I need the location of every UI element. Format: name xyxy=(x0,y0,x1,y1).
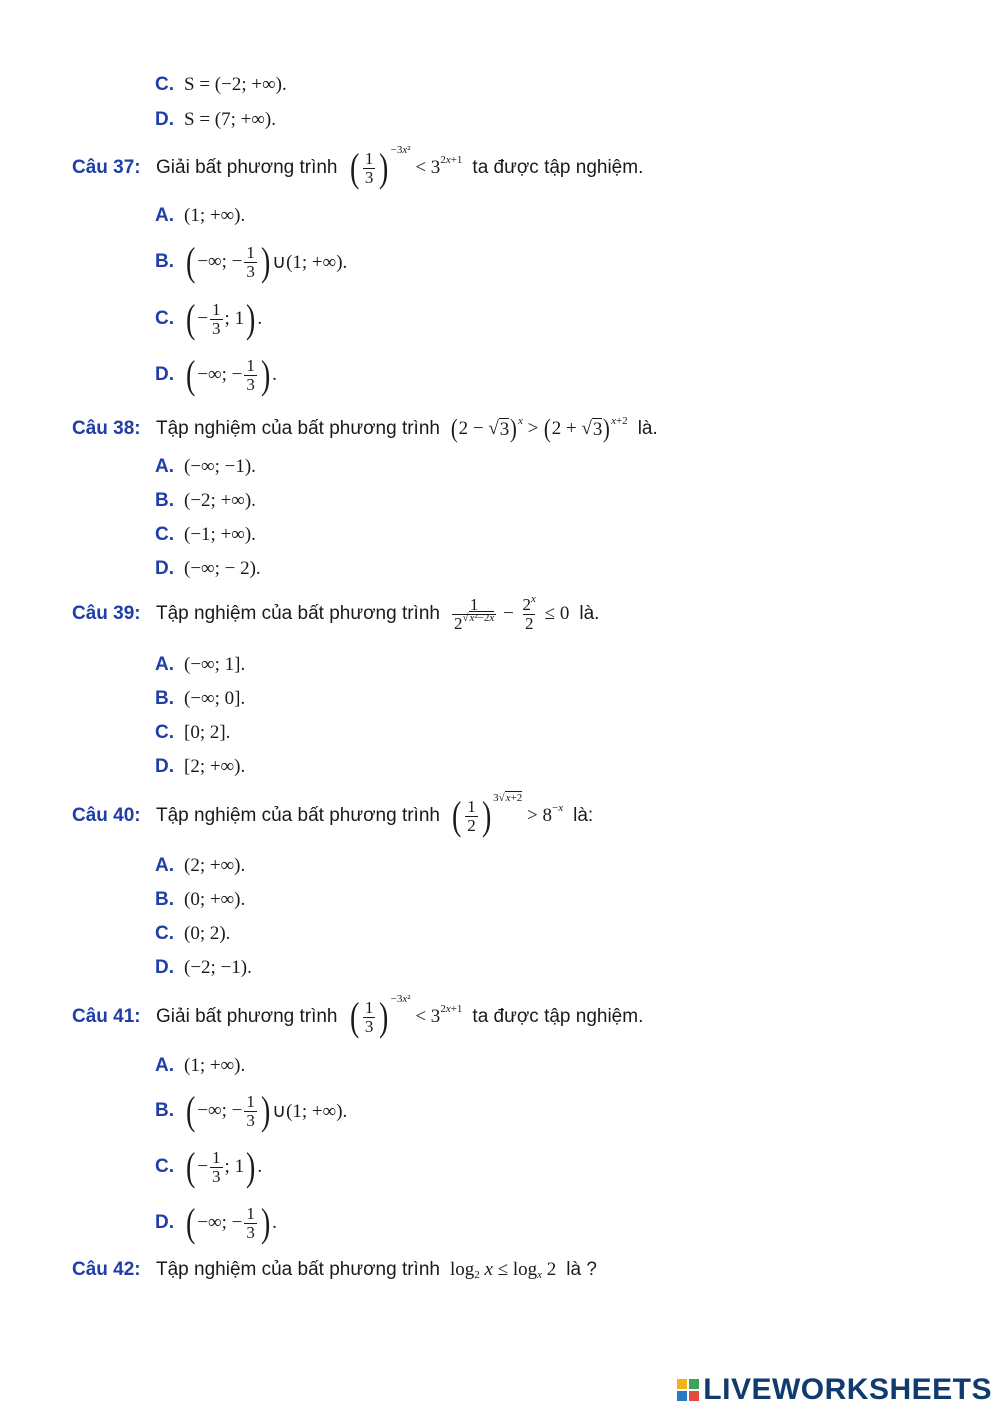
question-text-end: là. xyxy=(579,603,600,625)
option-label: C. xyxy=(155,1156,174,1177)
question-40 xyxy=(72,792,594,838)
question-number: Câu 40: xyxy=(72,805,141,826)
option-value: ( −∞; − $\frac{1}{3}$ ) . xyxy=(185,1200,277,1245)
option-label: D. xyxy=(155,558,174,579)
option-c-41[interactable] xyxy=(155,1144,263,1189)
question-text: Tập nghiệm của bất phương trình xyxy=(156,805,440,826)
option-label: A. xyxy=(155,855,174,876)
liveworksheets-logo xyxy=(677,1373,992,1407)
inequality: ( 2 − √ 3 ) $^x$ > ( 2 + √ 3 ) $^{x +2}$ xyxy=(450,414,628,443)
option-label: A. xyxy=(155,456,174,477)
inequality: log $_2$ x ≤ log $_x$ 2 xyxy=(449,1259,557,1281)
option-label: B. xyxy=(155,889,174,910)
option-d-40[interactable] xyxy=(155,957,252,979)
option-b-40[interactable] xyxy=(155,889,245,911)
option-c-36[interactable] xyxy=(155,74,287,96)
option-value: (−2; −1). xyxy=(184,957,252,978)
option-value: (−∞; − 2). xyxy=(184,558,261,579)
option-b-38[interactable] xyxy=(155,490,256,512)
option-c-38[interactable] xyxy=(155,524,256,546)
option-a-37[interactable] xyxy=(155,205,245,227)
option-c-39[interactable] xyxy=(155,722,230,744)
option-label: A. xyxy=(155,654,174,675)
option-b-41[interactable] xyxy=(155,1088,348,1133)
option-value: ( −∞; − $\frac{1}{3}$ ) ∪(1; +∞). xyxy=(185,1088,348,1133)
option-label: C. xyxy=(155,722,174,743)
option-label: B. xyxy=(155,1100,174,1121)
option-value: (2; +∞). xyxy=(184,855,246,876)
option-value: ( −∞; − $\frac{1}{3}$ ) ∪(1; +∞). xyxy=(185,239,348,284)
question-number: Câu 39: xyxy=(72,603,141,625)
question-text-end: ta được tập nghiệm. xyxy=(472,1006,644,1027)
option-label: B. xyxy=(155,688,174,709)
question-number: Câu 41: xyxy=(72,1006,141,1027)
option-d-37[interactable] xyxy=(155,352,277,397)
option-a-39[interactable] xyxy=(155,654,245,676)
option-value: (−∞; 0]. xyxy=(184,688,246,709)
option-value: [0; 2]. xyxy=(184,722,231,743)
option-d-41[interactable] xyxy=(155,1200,277,1245)
question-text: Tập nghiệm của bất phương trình xyxy=(156,418,440,439)
question-text-end: là: xyxy=(573,805,594,826)
question-39 xyxy=(72,593,600,633)
option-value: [2; +∞). xyxy=(184,756,246,777)
question-41 xyxy=(72,993,644,1039)
option-value: S = (−2; +∞). xyxy=(184,74,287,95)
inequality: ( $\frac{1}{3}$ ) −3x² < 3 $^{2x +1}$ xyxy=(349,144,463,190)
question-number: Câu 42: xyxy=(72,1259,141,1280)
inequality: ( $\frac{1}{2}$ ) 3√x+2 > 8 $^{-x}$ xyxy=(451,792,564,838)
question-37 xyxy=(72,144,644,190)
option-b-39[interactable] xyxy=(155,688,245,710)
option-label: A. xyxy=(155,1055,174,1076)
option-label: C. xyxy=(155,74,174,95)
option-label: B. xyxy=(155,490,174,511)
option-label: A. xyxy=(155,205,174,226)
option-value: ( − $\frac{1}{3}$ ; 1 ) . xyxy=(185,1144,263,1189)
inequality: ( $\frac{1}{3}$ ) −3x² < 3 $^{2x +1}$ xyxy=(349,993,463,1039)
option-value: S = (7; +∞). xyxy=(184,109,276,130)
option-value: (0; +∞). xyxy=(184,889,246,910)
question-text: Giải bất phương trình xyxy=(156,157,338,178)
option-d-39[interactable] xyxy=(155,756,245,778)
option-value: (−2; +∞). xyxy=(184,490,256,511)
option-value: (0; 2). xyxy=(184,923,231,944)
option-a-41[interactable] xyxy=(155,1055,245,1077)
option-c-37[interactable] xyxy=(155,296,263,341)
option-c-40[interactable] xyxy=(155,923,230,945)
option-label: C. xyxy=(155,923,174,944)
question-42 xyxy=(72,1259,597,1281)
option-value: (1; +∞). xyxy=(184,205,246,226)
option-d-36[interactable] xyxy=(155,109,276,131)
question-number: Câu 38: xyxy=(72,418,141,439)
question-text-end: là ? xyxy=(566,1259,597,1280)
logo-text: LIVEWORKSHEETS xyxy=(703,1373,992,1406)
option-label: D. xyxy=(155,756,174,777)
option-a-40[interactable] xyxy=(155,855,245,877)
inequality: $\frac{1}{2^{√x^2-2x}}$ − $\frac{2^x}{2}$ ≤ 0 xyxy=(453,593,570,633)
option-label: C. xyxy=(155,308,174,329)
question-text-end: ta được tập nghiệm. xyxy=(472,157,644,178)
question-text: Tập nghiệm của bất phương trình xyxy=(156,603,440,625)
logo-icon xyxy=(677,1379,699,1401)
option-b-37[interactable] xyxy=(155,239,348,284)
option-value: (1; +∞). xyxy=(184,1055,246,1076)
option-value: ( −∞; − $\frac{1}{3}$ ) . xyxy=(185,352,277,397)
option-a-38[interactable] xyxy=(155,456,256,478)
option-label: D. xyxy=(155,957,174,978)
option-value: (−∞; −1). xyxy=(184,456,256,477)
option-label: D. xyxy=(155,1212,174,1233)
question-text-end: là. xyxy=(637,418,658,439)
option-value: (−1; +∞). xyxy=(184,524,256,545)
option-value: ( − $\frac{1}{3}$ ; 1 ) . xyxy=(185,296,263,341)
question-text: Tập nghiệm của bất phương trình xyxy=(156,1259,440,1280)
question-number: Câu 37: xyxy=(72,157,141,178)
option-label: B. xyxy=(155,251,174,272)
question-38 xyxy=(72,416,658,442)
option-label: D. xyxy=(155,109,174,130)
question-text: Giải bất phương trình xyxy=(156,1006,338,1027)
option-label: C. xyxy=(155,524,174,545)
option-d-38[interactable] xyxy=(155,558,261,580)
option-label: D. xyxy=(155,364,174,385)
option-value: (−∞; 1]. xyxy=(184,654,246,675)
